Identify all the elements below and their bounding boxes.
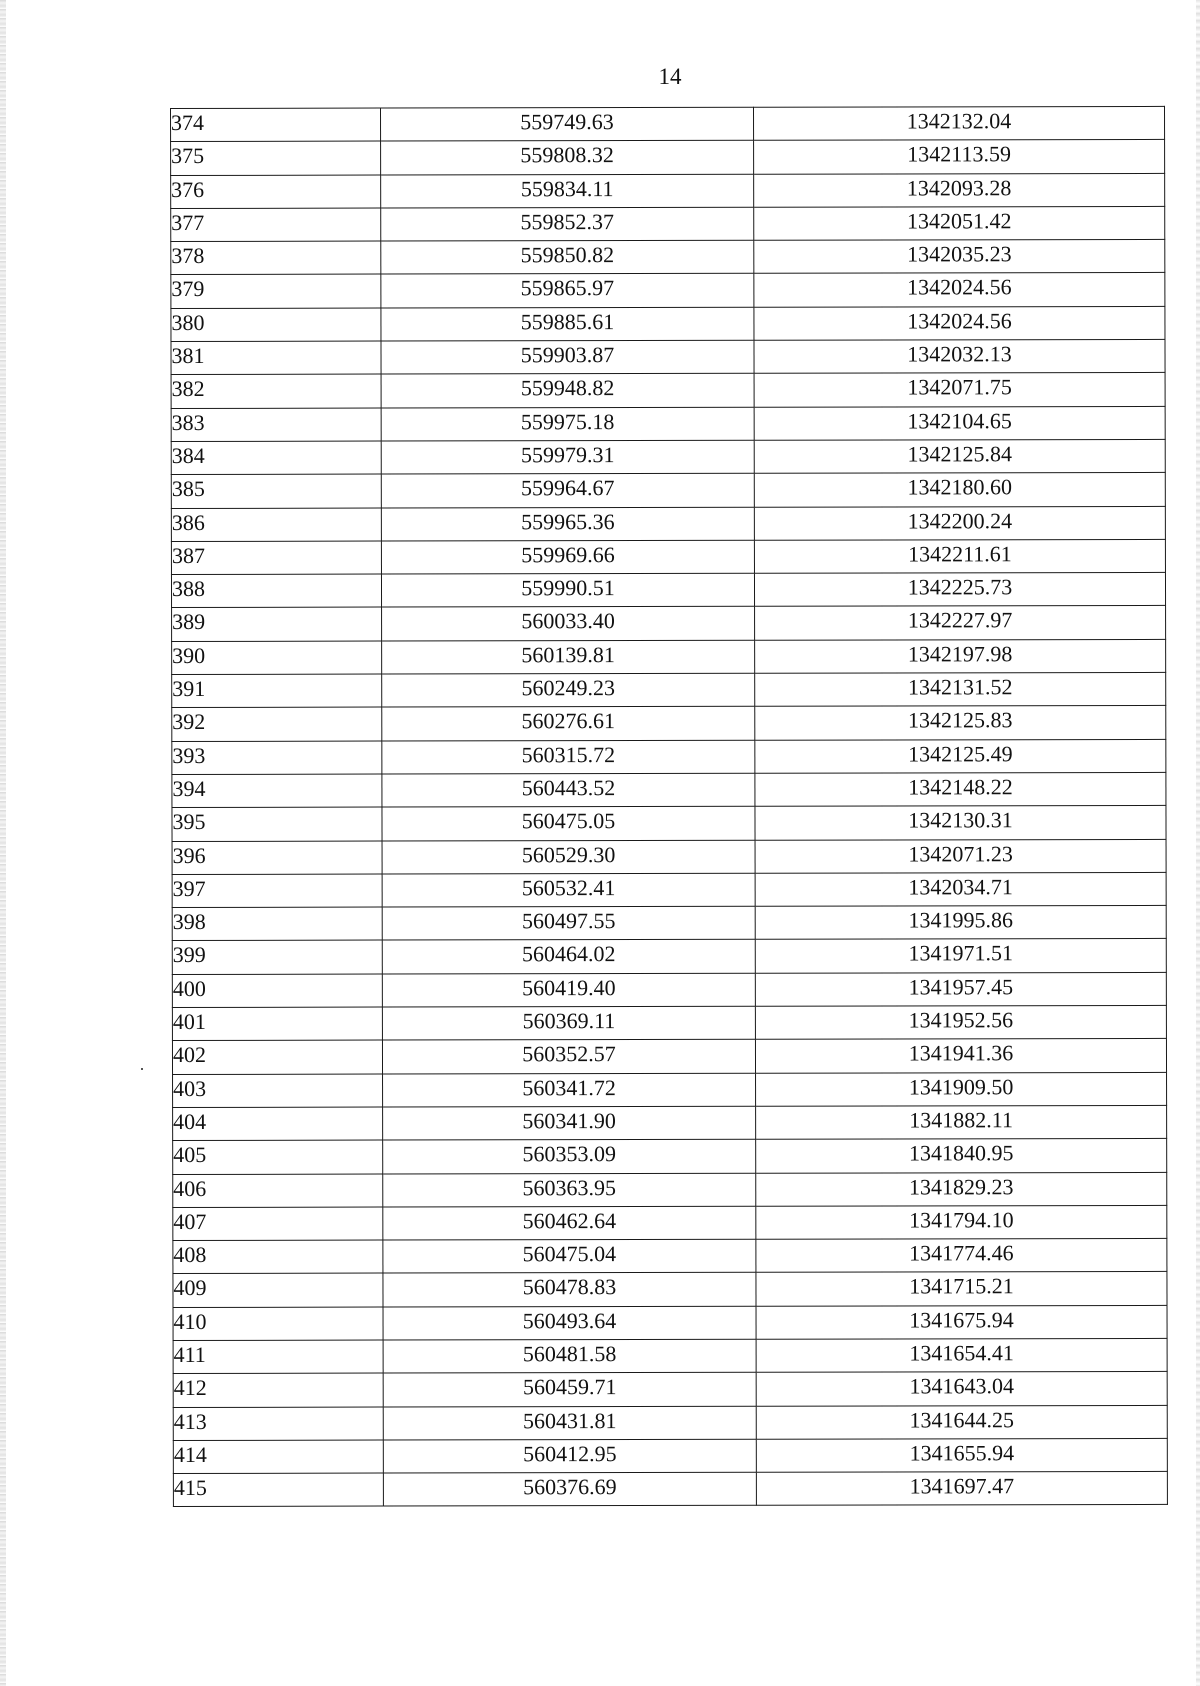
x-coordinate-cell: 559749.63 (381, 107, 754, 141)
x-coordinate-cell: 559979.31 (381, 440, 754, 474)
point-number-cell: 389 (172, 608, 382, 642)
x-coordinate-cell: 559852.37 (381, 207, 754, 241)
table-row (173, 1472, 1167, 1507)
point-number-cell: 382 (171, 374, 381, 408)
x-coordinate-cell: 560352.57 (382, 1040, 755, 1074)
point-number-cell: 392 (172, 707, 382, 741)
x-coordinate-cell: 560493.64 (383, 1306, 756, 1340)
point-number-cell: 407 (173, 1207, 383, 1241)
point-number-cell: 401 (172, 1007, 382, 1041)
x-coordinate-cell: 560475.05 (382, 807, 755, 841)
table-row (171, 539, 1165, 574)
y-coordinate-cell: 1342071.75 (754, 373, 1165, 407)
table-row (172, 939, 1166, 974)
x-coordinate-cell: 560464.02 (382, 940, 755, 974)
table-row (172, 772, 1166, 807)
point-number-cell: 390 (172, 641, 382, 675)
x-coordinate-cell: 559885.61 (381, 307, 754, 341)
x-coordinate-cell: 560443.52 (382, 773, 755, 807)
y-coordinate-cell: 1341643.04 (756, 1372, 1167, 1406)
y-coordinate-cell: 1342125.83 (755, 706, 1166, 740)
y-coordinate-cell: 1342071.23 (755, 839, 1166, 873)
x-coordinate-cell: 560431.81 (383, 1406, 756, 1440)
table-row (171, 306, 1165, 341)
table-row (172, 739, 1166, 774)
table-row (172, 672, 1166, 707)
table-row (171, 206, 1165, 241)
y-coordinate-cell: 1341952.56 (755, 1005, 1166, 1039)
x-coordinate-cell: 560419.40 (382, 973, 755, 1007)
y-coordinate-cell: 1341794.10 (756, 1205, 1167, 1239)
point-number-cell: 377 (171, 208, 381, 242)
table-row (173, 1172, 1167, 1207)
y-coordinate-cell: 1341957.45 (755, 972, 1166, 1006)
x-coordinate-cell: 560363.95 (383, 1173, 756, 1207)
table-row (172, 806, 1166, 841)
point-number-cell: 394 (172, 774, 382, 808)
x-coordinate-cell: 560249.23 (382, 673, 755, 707)
y-coordinate-cell: 1341675.94 (756, 1305, 1167, 1339)
table-row (171, 173, 1165, 208)
point-number-cell: 378 (171, 241, 381, 275)
point-number-cell: 414 (173, 1440, 383, 1474)
table-row (173, 1405, 1167, 1440)
page-number: 14 (658, 64, 682, 89)
x-coordinate-cell: 560459.71 (383, 1373, 756, 1407)
y-coordinate-cell: 1342130.31 (755, 806, 1166, 840)
point-number-cell: 383 (171, 408, 381, 442)
y-coordinate-cell: 1342051.42 (754, 206, 1165, 240)
x-coordinate-cell: 560462.64 (383, 1206, 756, 1240)
x-coordinate-cell: 560369.11 (382, 1006, 755, 1040)
scan-speck (141, 1068, 143, 1070)
table-row (172, 706, 1166, 741)
x-coordinate-cell: 559975.18 (381, 407, 754, 441)
y-coordinate-cell: 1342131.52 (755, 672, 1166, 706)
x-coordinate-cell: 559834.11 (381, 174, 754, 208)
point-number-cell: 402 (172, 1040, 382, 1074)
x-coordinate-cell: 560529.30 (382, 840, 755, 874)
scan-edge-right (1196, 0, 1200, 1686)
x-coordinate-cell: 559948.82 (381, 374, 754, 408)
x-coordinate-cell: 560353.09 (383, 1139, 756, 1173)
point-number-cell: 415 (173, 1473, 383, 1507)
x-coordinate-cell: 559865.97 (381, 274, 754, 308)
y-coordinate-cell: 1341774.46 (756, 1239, 1167, 1273)
table-row (171, 106, 1165, 141)
table-row (173, 1105, 1167, 1140)
y-coordinate-cell: 1341829.23 (756, 1172, 1167, 1206)
point-number-cell: 410 (173, 1307, 383, 1341)
y-coordinate-cell: 1342032.13 (754, 339, 1165, 373)
table-row (173, 1072, 1167, 1107)
coordinates-table-body (171, 106, 1168, 1507)
table-row (171, 573, 1165, 608)
table-row (172, 972, 1166, 1007)
x-coordinate-cell: 560478.83 (383, 1273, 756, 1307)
scan-edge-left (0, 0, 6, 1686)
point-number-cell: 376 (171, 175, 381, 209)
y-coordinate-cell: 1341909.50 (756, 1072, 1167, 1106)
table-row (172, 906, 1166, 941)
point-number-cell: 397 (172, 874, 382, 908)
y-coordinate-cell: 1341941.36 (755, 1039, 1166, 1073)
table-row (173, 1305, 1167, 1340)
y-coordinate-cell: 1341654.41 (756, 1338, 1167, 1372)
point-number-cell: 379 (171, 275, 381, 309)
y-coordinate-cell: 1342034.71 (755, 872, 1166, 906)
point-number-cell: 384 (171, 441, 381, 475)
point-number-cell: 403 (173, 1074, 383, 1108)
y-coordinate-cell: 1341697.47 (756, 1472, 1167, 1506)
point-number-cell: 398 (172, 907, 382, 941)
point-number-cell: 380 (171, 308, 381, 342)
point-number-cell: 409 (173, 1273, 383, 1307)
point-number-cell: 385 (171, 474, 381, 508)
table-row (171, 373, 1165, 408)
table-row (173, 1139, 1167, 1174)
x-coordinate-cell: 560481.58 (383, 1339, 756, 1373)
table-row (173, 1338, 1167, 1373)
y-coordinate-cell: 1342113.59 (754, 140, 1165, 174)
y-coordinate-cell: 1342148.22 (755, 772, 1166, 806)
table-row (172, 639, 1166, 674)
point-number-cell: 404 (173, 1107, 383, 1141)
table-row (171, 406, 1165, 441)
table-row (171, 140, 1165, 175)
y-coordinate-cell: 1341840.95 (756, 1139, 1167, 1173)
point-number-cell: 405 (173, 1140, 383, 1174)
y-coordinate-cell: 1342180.60 (754, 473, 1165, 507)
y-coordinate-cell: 1342024.56 (754, 273, 1165, 307)
y-coordinate-cell: 1342211.61 (754, 539, 1165, 573)
x-coordinate-cell: 559969.66 (381, 540, 754, 574)
x-coordinate-cell: 559903.87 (381, 340, 754, 374)
x-coordinate-cell: 560139.81 (382, 640, 755, 674)
y-coordinate-cell: 1342125.84 (754, 439, 1165, 473)
y-coordinate-cell: 1342093.28 (754, 173, 1165, 207)
x-coordinate-cell: 560341.90 (383, 1106, 756, 1140)
point-number-cell: 399 (172, 940, 382, 974)
y-coordinate-cell: 1341655.94 (756, 1438, 1167, 1472)
x-coordinate-cell: 560532.41 (382, 873, 755, 907)
point-number-cell: 374 (171, 108, 381, 142)
x-coordinate-cell: 560475.04 (383, 1239, 756, 1273)
table-row (171, 506, 1165, 541)
y-coordinate-cell: 1342132.04 (753, 106, 1164, 140)
table-row (172, 1039, 1166, 1074)
y-coordinate-cell: 1342125.49 (755, 739, 1166, 773)
point-number-cell: 387 (171, 541, 381, 575)
x-coordinate-cell: 560315.72 (382, 740, 755, 774)
point-number-cell: 396 (172, 841, 382, 875)
y-coordinate-cell: 1341995.86 (755, 906, 1166, 940)
x-coordinate-cell: 559808.32 (381, 141, 754, 175)
point-number-cell: 411 (173, 1340, 383, 1374)
table-row (172, 1005, 1166, 1040)
table-row (171, 439, 1165, 474)
table-row (172, 872, 1166, 907)
point-number-cell: 406 (173, 1174, 383, 1208)
table-row (171, 339, 1165, 374)
table-row (171, 240, 1165, 275)
point-number-cell: 412 (173, 1373, 383, 1407)
y-coordinate-cell: 1342227.97 (755, 606, 1166, 640)
point-number-cell: 375 (171, 141, 381, 175)
point-number-cell: 408 (173, 1240, 383, 1274)
y-coordinate-cell: 1341971.51 (755, 939, 1166, 973)
y-coordinate-cell: 1342035.23 (754, 240, 1165, 274)
y-coordinate-cell: 1342197.98 (755, 639, 1166, 673)
table-row (171, 473, 1165, 508)
table-row (173, 1205, 1167, 1240)
x-coordinate-cell: 559990.51 (381, 573, 754, 607)
x-coordinate-cell: 559850.82 (381, 240, 754, 274)
point-number-cell: 388 (171, 574, 381, 608)
x-coordinate-cell: 560276.61 (382, 707, 755, 741)
y-coordinate-cell: 1342200.24 (754, 506, 1165, 540)
table-row (173, 1272, 1167, 1307)
point-number-cell: 400 (172, 974, 382, 1008)
x-coordinate-cell: 560497.55 (382, 906, 755, 940)
table-row (171, 273, 1165, 308)
y-coordinate-cell: 1342024.56 (754, 306, 1165, 340)
x-coordinate-cell: 560412.95 (383, 1439, 756, 1473)
y-coordinate-cell: 1341715.21 (756, 1272, 1167, 1306)
x-coordinate-cell: 559965.36 (381, 507, 754, 541)
table-row (173, 1372, 1167, 1407)
table-row (172, 839, 1166, 874)
point-number-cell: 413 (173, 1407, 383, 1441)
coordinates-table (170, 106, 1168, 1508)
y-coordinate-cell: 1342225.73 (754, 573, 1165, 607)
x-coordinate-cell: 560341.72 (383, 1073, 756, 1107)
point-number-cell: 391 (172, 674, 382, 708)
x-coordinate-cell: 560376.69 (383, 1472, 756, 1506)
point-number-cell: 393 (172, 741, 382, 775)
x-coordinate-cell: 559964.67 (381, 474, 754, 508)
point-number-cell: 386 (171, 508, 381, 542)
point-number-cell: 395 (172, 807, 382, 841)
y-coordinate-cell: 1341882.11 (756, 1105, 1167, 1139)
table-row (172, 606, 1166, 641)
x-coordinate-cell: 560033.40 (382, 607, 755, 641)
point-number-cell: 381 (171, 341, 381, 375)
y-coordinate-cell: 1341644.25 (756, 1405, 1167, 1439)
table-row (173, 1239, 1167, 1274)
table-row (173, 1438, 1167, 1473)
y-coordinate-cell: 1342104.65 (754, 406, 1165, 440)
